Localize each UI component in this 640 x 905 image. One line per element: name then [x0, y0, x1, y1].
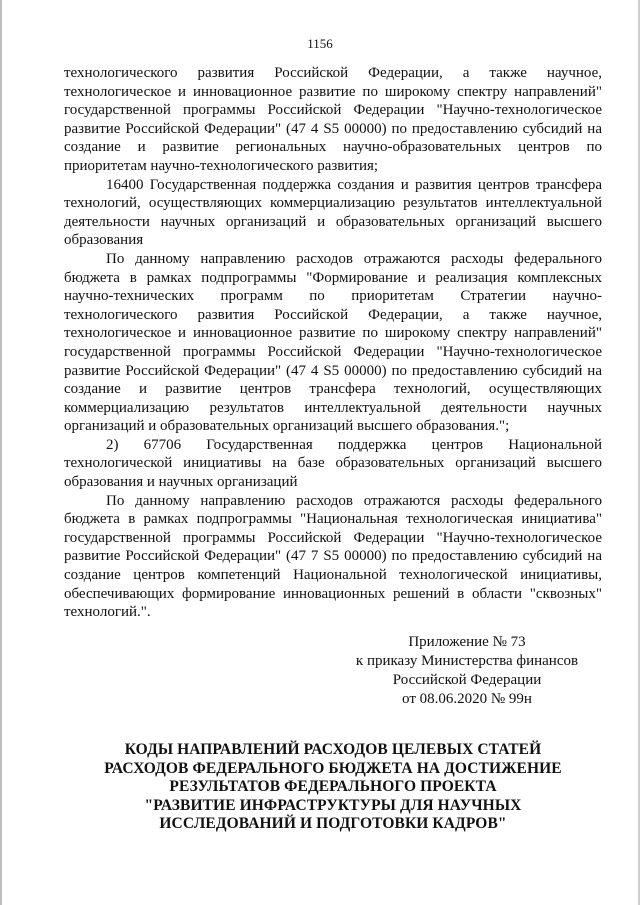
- heading-line: РАСХОДОВ ФЕДЕРАЛЬНОГО БЮДЖЕТА НА ДОСТИЖЕНИЕ: [104, 759, 562, 777]
- appendix-number: Приложение № 73: [408, 634, 526, 650]
- heading-line: КОДЫ НАПРАВЛЕНИЙ РАСХОДОВ ЦЕЛЕВЫХ СТАТЕЙ: [124, 741, 542, 758]
- paragraph: 2) 67706 Государственная поддержка центров Национальной технологической инициативы на базе образовательных организаций высшего образования и научных организаций: [64, 436, 602, 491]
- heading-line: "РАЗВИТИЕ ИНФРАСТРУКТУРЫ ДЛЯ НАУЧНЫХ: [144, 796, 522, 814]
- paragraph: По данному направлению расходов отражаются расходы федерального бюджета в рамках подпрограммы "Национальная технологическая инициатива" государственной программы Российской Федерации "Научно-технологическое развитие Российской Федерации" (47 7 S5 00000) по предоставлению субсидий на создание центров компетенций Национальной технологической инициативы, обеспечивающих формирование инновационных решений в области "сквозных" технологий.".: [64, 492, 602, 621]
- paragraph: 16400 Государственная поддержка создания и развития центров трансфера технологий, осуществляющих коммерциализацию результатов интеллектуальной деятельности научных организаций и образовательных организаций высшего образования: [64, 176, 602, 249]
- appendix-date: от 08.06.2020 № 99н: [402, 691, 532, 707]
- section-heading: [64, 741, 602, 834]
- heading-line: РЕЗУЛЬТАТОВ ФЕДЕРАЛЬНОГО ПРОЕКТА: [169, 778, 497, 795]
- paragraph: По данному направлению расходов отражаются расходы федерального бюджета в рамках подпрограммы "Формирование и реализация комплексных научно-технических программ по приоритетам Стратегии научно-технологического развития Российской Федерации, а также научное, технологическое и инновационное развитие по широкому спектру направлений" государственной программы Российской Федерации "Научно-технологическое развитие Российской Федерации" (47 4 S5 00000) по предоставлению субсидий на создание и развитие центров трансфера технологий, осуществляющих коммерциализацию результатов интеллектуальной деятельности научных организаций и образовательных организаций высшего образования.";: [64, 250, 602, 435]
- page-number: 1156: [307, 36, 333, 51]
- appendix-block: [342, 633, 592, 709]
- paragraph: технологического развития Российской Федерации, а также научное, технологическое и инновационное развитие по широкому спектру направлений" государственной программы Российской Федерации "Научно-технологическое развитие Российской Федерации" (47 4 S5 00000) по предоставлению субсидий на создание и развитие региональных научно-образовательных центров по приоритетам научно-технологического развития;: [64, 65, 602, 174]
- appendix-order: к приказу Министерства финансов: [355, 653, 579, 669]
- heading-line: ИССЛЕДОВАНИЙ И ПОДГОТОВКИ КАДРОВ": [159, 815, 507, 832]
- appendix-country: Российской Федерации: [392, 672, 542, 688]
- body-text: [64, 64, 602, 622]
